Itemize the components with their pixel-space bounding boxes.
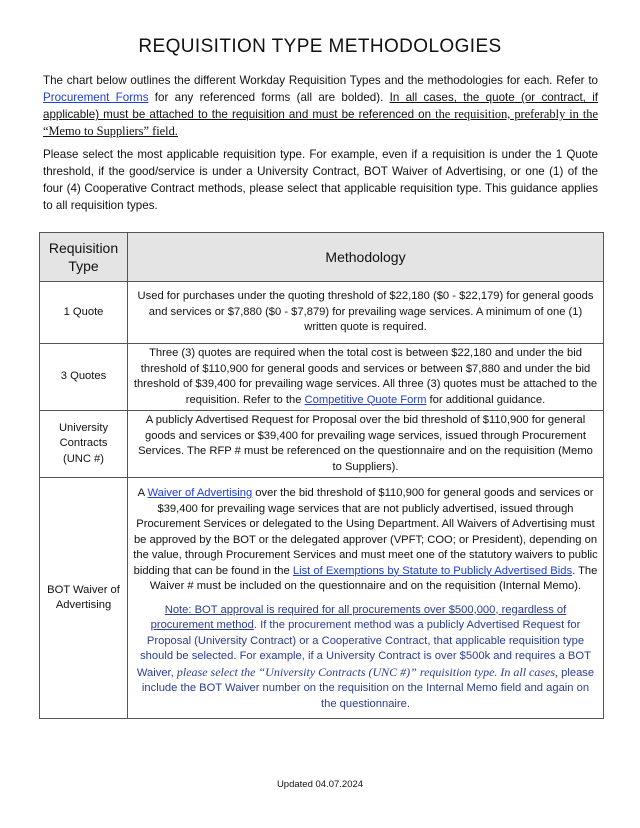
procurement-forms-link[interactable]: Procurement Forms <box>43 91 149 104</box>
table-row <box>40 478 604 719</box>
methodology-text: for additional guidance. <box>426 393 546 406</box>
methodology-text: A <box>137 487 148 499</box>
methodology-text: over the bid threshold of $110,900 for general goods and services or $39,400 for prevailing wage services that are not publicly advertised, issued through Procurement Services or delegated to the Using Department. All Waivers of Advertising must be approved by the BOT or the delegated approver (VPFT; COO; or President), depending on the value, through Procurement Services and must meet one of the statutory waivers to public bidding that can be found in the <box>133 487 598 577</box>
intro-section <box>43 72 598 220</box>
requisition-table <box>39 232 604 719</box>
note-text: . If the procurement method was a publicly Advertised Request for Proposal (University Contract) or a Cooperative Contract, that applicable requisition type should be selected. For example, if a University Contract is over $500k and requires a BOT Waiver, <box>136 619 591 679</box>
intro-text: for any referenced forms (all are bolded). <box>148 91 390 104</box>
updated-date-footer: Updated 04.07.2024 <box>276 779 364 790</box>
methodology-cell <box>128 344 604 411</box>
list-of-exemptions-link[interactable]: List of Exemptions by Statute to Publicly Advertised Bids <box>292 564 573 577</box>
intro-paragraph-1 <box>43 72 598 140</box>
bot-approval-note <box>133 603 598 713</box>
competitive-quote-form-link[interactable]: Competitive Quote Form <box>304 393 427 406</box>
page-title: REQUISITION TYPE METHODOLOGIES <box>138 36 502 57</box>
note-text: please include the BOT Waiver number on the requisition on the Internal Memo field and again on the questionnaire. <box>141 666 595 710</box>
methodology-cell: A publicly Advertised Request for Proposal over the bid threshold of $110,900 for general goods and services or $39,400 for prevailing wage services, issued through Procurement Services. The RFP # must be referenced on the questionnaire and on the requisition (Memo to Suppliers). <box>128 411 604 478</box>
requisition-type-cell: BOT Waiver of Advertising <box>40 478 128 719</box>
note-italic-text: please select the “University Contracts (UNC #)” requisition type. In all cases, <box>176 664 559 679</box>
intro-paragraph-2: Please select the most applicable requisition type. For example, even if a requisition is under the 1 Quote threshold, if the good/service is under a University Contract, BOT Waiver of Advertising, or one (1) of the four (4) Cooperative Contract methods, please select that applicable requisition type. This guidance applies to all requisition types. <box>43 148 598 212</box>
intro-serif-text: the requisition, preferably in the “Memo to Suppliers” field. <box>43 107 598 138</box>
table-row <box>40 282 604 344</box>
note-underlined-text: Note: BOT approval is required for all procurements over $500,000, regardless of procurement method <box>150 603 567 631</box>
table-row <box>40 344 604 411</box>
requisition-type-cell: 1 Quote <box>40 282 128 344</box>
methodology-cell <box>128 478 604 719</box>
waiver-of-advertising-link[interactable]: Waiver of Advertising <box>147 487 253 499</box>
methodology-text: Three (3) quotes are required when the total cost is between $22,180 and under the bid threshold of $110,900 for general goods and services or between $7,880 and under the bid threshold of $39,400 for prevailing wage services. All three (3) quotes must be attached to the requisition. Refer to the <box>133 347 598 406</box>
methodology-text: . The Waiver # must be included on the questionnaire and on the requisition (Internal Memo). <box>149 564 598 592</box>
table-row <box>40 411 604 478</box>
requisition-type-cell: 3 Quotes <box>40 344 128 411</box>
intro-text: The chart below outlines the different Workday Requisition Types and the methodologies for each. Refer to <box>43 74 598 87</box>
methodology-cell: Used for purchases under the quoting threshold of $22,180 ($0 - $22,179) for general goods and services or $7,880 ($0 - $7,879) for prevailing wage services. A minimum of one (1) written quote is required. <box>128 282 604 344</box>
bot-waiver-description <box>133 486 598 595</box>
header-requisition-type: Requisition Type <box>40 233 128 282</box>
table-header-row <box>40 233 604 282</box>
header-methodology: Methodology <box>128 233 604 282</box>
requisition-type-cell: University Contracts (UNC #) <box>40 411 128 478</box>
intro-underlined-text: In all cases, the quote (or contract, if applicable) must be attached to the requisition and must be referenced on <box>43 91 598 121</box>
